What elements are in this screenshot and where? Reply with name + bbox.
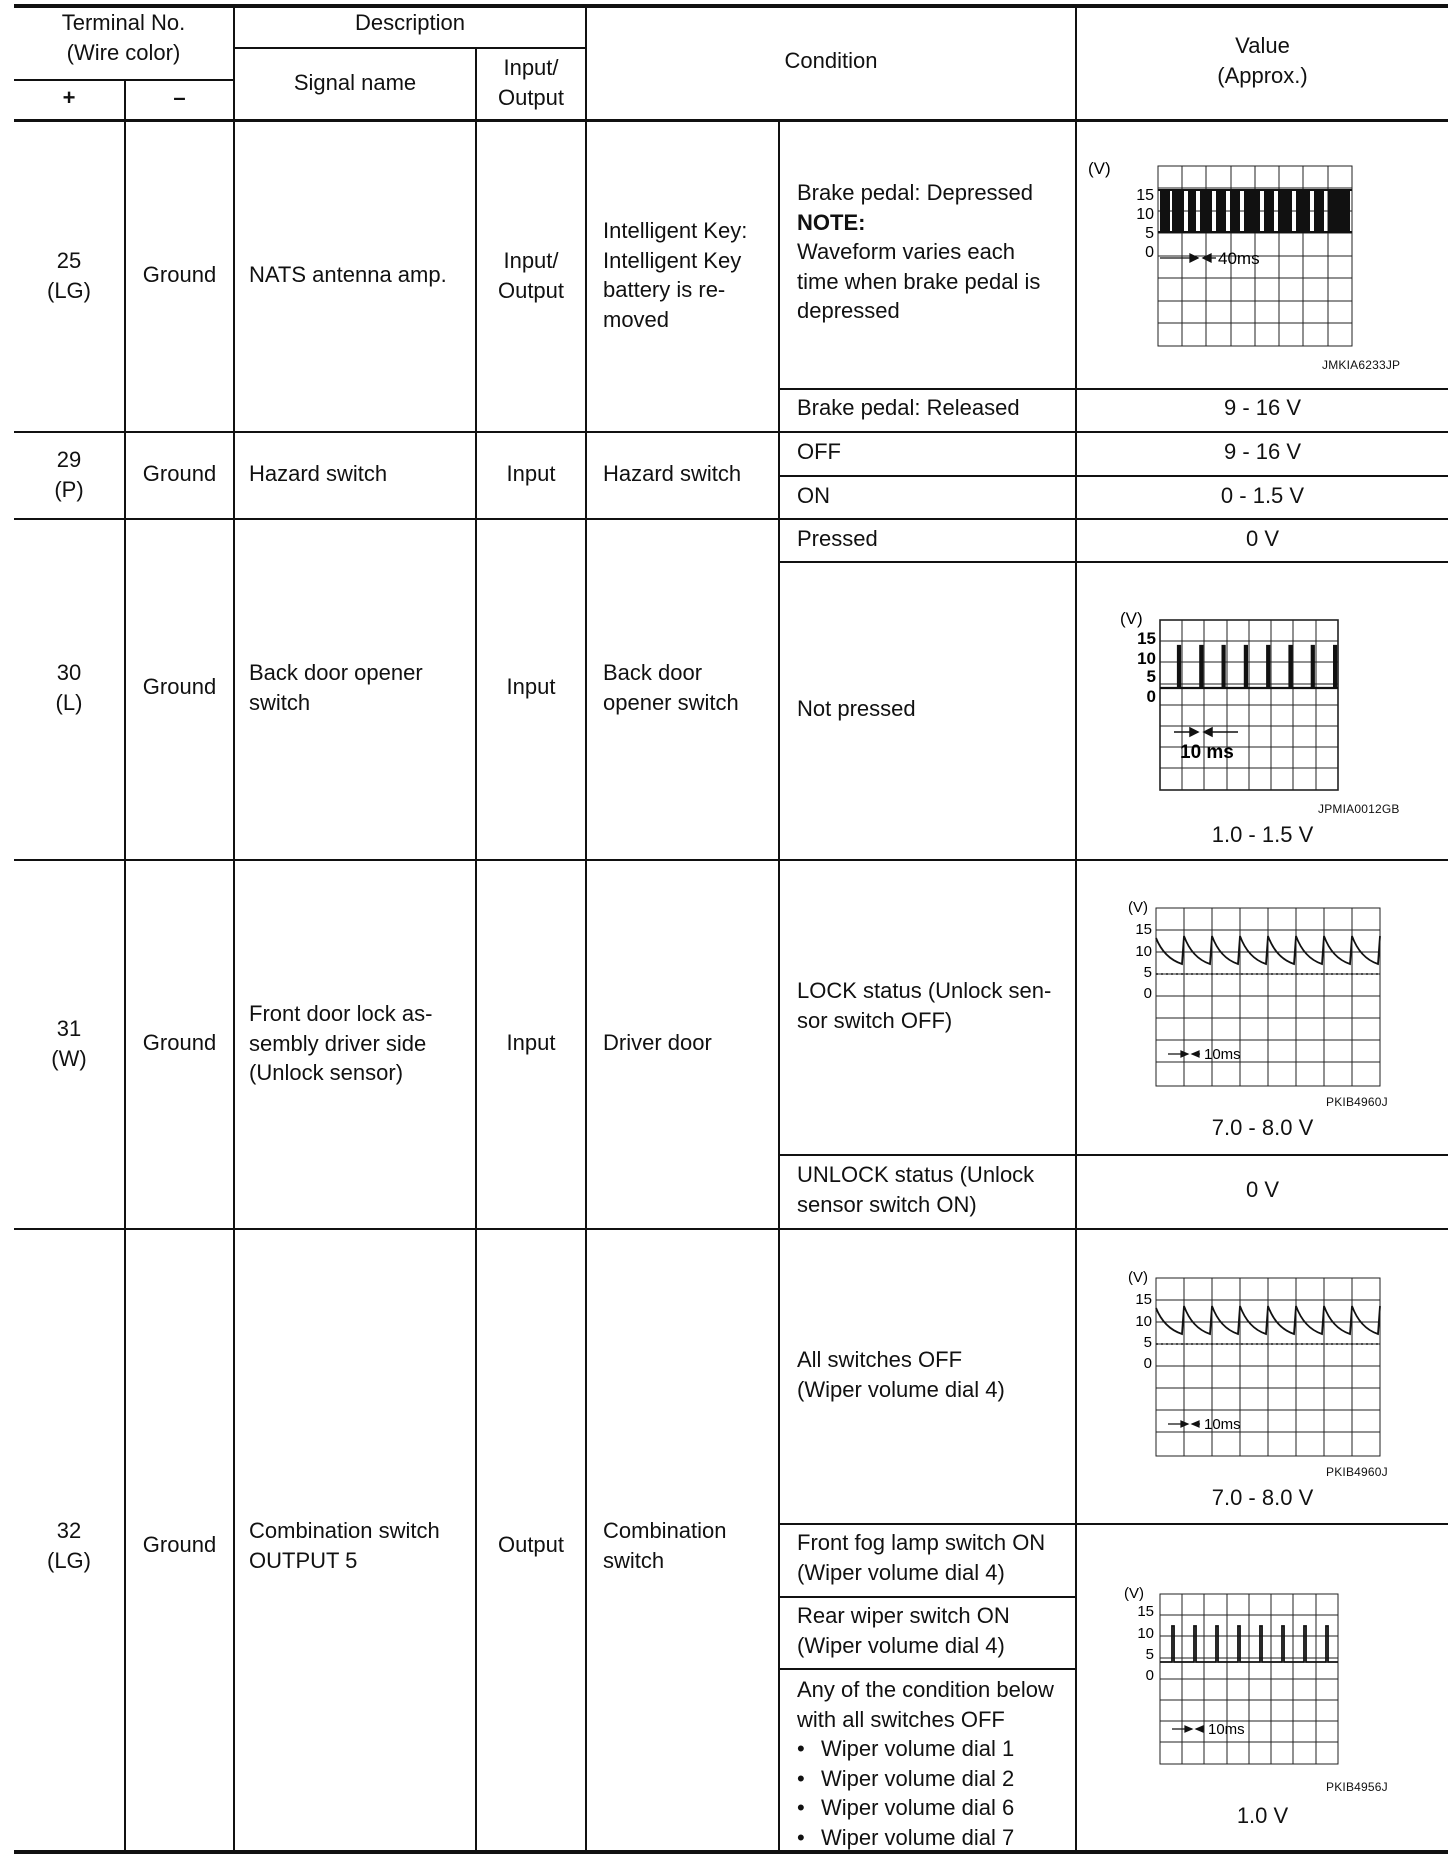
figure-code: PKIB4960J xyxy=(1326,1465,1388,1479)
wire-color: (LG) xyxy=(47,1547,91,1573)
condition-line: Front fog lamp switch ON xyxy=(797,1530,1046,1555)
condition-main xyxy=(603,658,778,717)
signal-line: Combination switch xyxy=(249,1518,440,1543)
tick-label: 0 xyxy=(1143,1355,1152,1372)
header-value-line: Value xyxy=(1235,33,1290,58)
condition-line: depressed xyxy=(797,298,900,323)
time-scale-label: 40ms xyxy=(1218,249,1260,268)
tick-label: 10 xyxy=(1135,943,1152,960)
tick-label: 15 xyxy=(1136,187,1154,204)
sub-condition xyxy=(797,1675,1072,1852)
divider xyxy=(778,120,780,1852)
waveform-graph xyxy=(1124,1268,1384,1460)
value: 0 - 1.5 V xyxy=(1220,483,1305,508)
divider xyxy=(233,47,585,49)
volts-unit: (V) xyxy=(1120,609,1143,628)
tick-label: 10 xyxy=(1137,1625,1154,1642)
header-input-output xyxy=(477,53,585,112)
tick-label: 5 xyxy=(1145,1646,1154,1663)
input-output: Output xyxy=(497,1532,565,1557)
bullet-icon xyxy=(797,1825,821,1850)
tick-label: 5 xyxy=(1143,964,1152,981)
wire-color: (LG) xyxy=(47,277,91,303)
header-io-line: Output xyxy=(497,84,565,110)
tick-label: 5 xyxy=(1146,667,1156,686)
header-signal-name: Signal name xyxy=(293,70,417,95)
value: 0 V xyxy=(1245,1177,1280,1202)
header-wire-color-label: (Wire color) xyxy=(66,39,181,65)
signal-name xyxy=(249,658,474,717)
arrow-head xyxy=(1204,728,1212,736)
signal-name: NATS antenna amp. xyxy=(249,262,447,287)
condition-line: (Wiper volume dial 4) xyxy=(797,1376,1005,1402)
condition-line: with all switches OFF xyxy=(797,1706,1005,1732)
figure-code: PKIB4960J xyxy=(1326,1095,1388,1109)
tick-label: 10 xyxy=(1137,649,1156,668)
terminal-number: 30 xyxy=(56,660,82,685)
signal-burst xyxy=(1278,190,1292,232)
ground-label: Ground xyxy=(142,1532,217,1557)
bullet-icon xyxy=(797,1736,821,1761)
bullet-item xyxy=(797,1764,1072,1794)
tick-label: 15 xyxy=(1135,921,1152,938)
tick-label: 0 xyxy=(1145,244,1154,261)
header-terminal-label: Terminal No. xyxy=(61,10,186,35)
header-io-line: Input/ xyxy=(503,55,559,80)
divider xyxy=(1075,6,1077,1852)
tick-label: 5 xyxy=(1145,225,1154,242)
terminal-number: 32 xyxy=(56,1518,82,1543)
divider xyxy=(778,1596,1076,1598)
wire-color: (P) xyxy=(54,476,84,502)
condition-line: (Wiper volume dial 4) xyxy=(797,1632,1005,1658)
signal-line: Front door lock as- xyxy=(249,1001,433,1026)
bullet-icon xyxy=(797,1766,821,1791)
volts-unit: (V) xyxy=(1124,1586,1144,1602)
tick-label: 15 xyxy=(1137,1603,1154,1620)
tick-label: 15 xyxy=(1135,1291,1152,1308)
arrow-head xyxy=(1196,1726,1203,1732)
divider xyxy=(778,388,1448,390)
terminal-number: 25 xyxy=(56,248,82,273)
signal-name xyxy=(249,999,474,1088)
tick-label: 10 xyxy=(1135,1313,1152,1330)
divider xyxy=(778,1154,1448,1156)
condition-line: Intelligent Key: xyxy=(603,218,748,243)
condition-line: Any of the condition below xyxy=(797,1677,1054,1702)
condition-line: time when brake pedal is xyxy=(797,268,1041,294)
value: 0 V xyxy=(1245,526,1280,551)
volts-unit: (V) xyxy=(1128,1269,1148,1286)
header-value-line: (Approx.) xyxy=(1217,62,1308,88)
condition-line: Intelligent Key xyxy=(603,247,742,273)
condition-line: moved xyxy=(603,306,670,332)
waveform-scope-pulses xyxy=(1124,1586,1384,1776)
condition-main: Driver door xyxy=(603,1030,712,1055)
arrow-head xyxy=(1181,1421,1188,1427)
divider xyxy=(778,1668,1076,1670)
sub-condition: OFF xyxy=(797,439,841,464)
bullet-text: Wiper volume dial 2 xyxy=(821,1765,1015,1791)
waveform-graph xyxy=(1124,898,1384,1090)
arrow-head xyxy=(1181,1051,1188,1057)
waveform-scope-all-off xyxy=(1124,1268,1384,1460)
signal-line: switch xyxy=(249,689,311,715)
sub-condition xyxy=(797,1160,1072,1219)
tick-label: 0 xyxy=(1143,985,1152,1002)
input-output: Input xyxy=(506,1030,556,1055)
value: 1.0 - 1.5 V xyxy=(1211,822,1314,847)
condition-line: Back door xyxy=(603,660,703,685)
time-scale-label: 10ms xyxy=(1204,1416,1241,1433)
wire-color: (W) xyxy=(51,1045,87,1071)
wire-color: (L) xyxy=(55,689,83,715)
condition-line: (Wiper volume dial 4) xyxy=(797,1559,1005,1585)
sub-condition: ON xyxy=(797,483,830,508)
terminal-31 xyxy=(14,1014,124,1073)
divider xyxy=(233,6,235,1852)
sub-condition xyxy=(797,1601,1072,1660)
bullet-text: Wiper volume dial 7 xyxy=(821,1824,1015,1850)
arrow-head xyxy=(1190,254,1198,262)
bullet-text: Wiper volume dial 6 xyxy=(821,1795,1015,1820)
terminal-number: 31 xyxy=(56,1016,82,1041)
ground-label: Ground xyxy=(142,461,217,486)
divider xyxy=(778,475,1448,477)
terminal-25 xyxy=(14,246,124,305)
arrow-head xyxy=(1192,1051,1199,1057)
row-divider xyxy=(14,518,1448,520)
divider xyxy=(778,561,1448,563)
signal-burst xyxy=(1172,190,1184,232)
condition-main xyxy=(603,216,778,334)
waveform-scope-nats xyxy=(1088,160,1388,350)
bullet-item xyxy=(797,1734,1072,1764)
tick-label: 0 xyxy=(1145,1667,1154,1684)
arrow-head xyxy=(1203,254,1211,262)
sub-condition xyxy=(797,178,1072,326)
time-scale-label: 10 ms xyxy=(1180,742,1234,763)
io-line: Input/ xyxy=(503,248,559,273)
divider xyxy=(585,6,587,1852)
volts-unit: (V) xyxy=(1088,160,1111,178)
value: 1.0 V xyxy=(1236,1803,1289,1828)
value: 7.0 - 8.0 V xyxy=(1211,1485,1314,1510)
signal-burst xyxy=(1296,190,1310,232)
header-bottom-rule xyxy=(14,119,1448,122)
signal-burst xyxy=(1188,190,1196,232)
tick-label: 0 xyxy=(1146,687,1156,706)
condition-line: UNLOCK status (Unlock xyxy=(797,1162,1035,1187)
tick-label: 15 xyxy=(1137,629,1156,648)
input-output xyxy=(477,246,585,305)
signal-line: OUTPUT 5 xyxy=(249,1547,358,1573)
waveform-scope-door-lock xyxy=(1124,898,1384,1090)
sub-condition: Not pressed xyxy=(797,696,916,721)
header-minus: – xyxy=(173,85,186,110)
sub-condition: Brake pedal: Released xyxy=(797,395,1020,420)
signal-burst xyxy=(1160,190,1170,232)
condition-line: battery is re- xyxy=(603,277,726,302)
input-output: Input xyxy=(506,674,556,699)
header-value xyxy=(1077,31,1448,90)
value: 9 - 16 V xyxy=(1223,439,1302,464)
arrow-head xyxy=(1185,1726,1192,1732)
condition-line: sor switch OFF) xyxy=(797,1007,953,1033)
signal-burst xyxy=(1216,190,1226,232)
value: 9 - 16 V xyxy=(1223,395,1302,420)
divider xyxy=(124,79,126,1852)
condition-line: opener switch xyxy=(603,689,739,715)
terminal-number: 29 xyxy=(56,447,82,472)
sub-condition xyxy=(797,1528,1072,1587)
signal-burst xyxy=(1314,190,1324,232)
time-scale-label: 10ms xyxy=(1208,1721,1245,1738)
condition-line: LOCK status (Unlock sen- xyxy=(797,978,1052,1003)
table-bottom-rule xyxy=(14,1850,1448,1854)
bullet-item xyxy=(797,1823,1072,1853)
condition-line: Combination xyxy=(603,1518,727,1543)
condition-line: sensor switch ON) xyxy=(797,1191,977,1217)
figure-code: JMKIA6233JP xyxy=(1322,358,1401,372)
divider xyxy=(778,1523,1448,1525)
waveform-graph xyxy=(1120,606,1380,796)
signal-burst xyxy=(1244,190,1260,232)
header-condition: Condition xyxy=(784,48,878,73)
header-description: Description xyxy=(354,10,466,35)
ground-label: Ground xyxy=(142,674,217,699)
row-divider xyxy=(14,1228,1448,1230)
condition-line: Rear wiper switch ON xyxy=(797,1603,1010,1628)
condition-line: All switches OFF xyxy=(797,1347,963,1372)
waveform-graph xyxy=(1124,1586,1384,1776)
terminal-32 xyxy=(14,1516,124,1575)
signal-burst xyxy=(1328,190,1350,232)
row-divider xyxy=(14,859,1448,861)
sub-condition xyxy=(797,1345,1072,1404)
note-label: NOTE: xyxy=(797,209,866,235)
row-divider xyxy=(14,431,1448,433)
waveform-graph xyxy=(1088,160,1388,350)
condition-line: Brake pedal: Depressed xyxy=(797,180,1034,205)
arrow-head xyxy=(1190,728,1198,736)
bullet-item xyxy=(797,1793,1072,1823)
signal-burst xyxy=(1264,190,1274,232)
tick-label: 5 xyxy=(1143,1334,1152,1351)
condition-main: Hazard switch xyxy=(603,461,742,486)
condition-line: Waveform varies each xyxy=(797,239,1016,264)
header-terminal-no xyxy=(14,8,233,67)
ground-label: Ground xyxy=(142,1030,217,1055)
sub-condition xyxy=(797,976,1072,1035)
time-scale-label: 10ms xyxy=(1204,1046,1241,1063)
volts-unit: (V) xyxy=(1128,899,1148,916)
bullet-text: Wiper volume dial 1 xyxy=(821,1736,1015,1761)
signal-line: Back door opener xyxy=(249,660,423,685)
waveform-scope-backdoor xyxy=(1120,606,1380,796)
terminal-29 xyxy=(14,445,124,504)
input-output: Input xyxy=(506,461,556,486)
divider xyxy=(475,47,477,1852)
signal-line: (Unlock sensor) xyxy=(249,1060,404,1085)
io-line: Output xyxy=(497,277,565,303)
value: 7.0 - 8.0 V xyxy=(1211,1115,1314,1140)
header-plus: + xyxy=(62,85,76,110)
sub-condition: Pressed xyxy=(797,526,878,551)
tick-label: 10 xyxy=(1136,206,1154,223)
bullet-icon xyxy=(797,1795,821,1820)
signal-line: sembly driver side xyxy=(249,1030,427,1056)
arrow-head xyxy=(1192,1421,1199,1427)
terminal-30 xyxy=(14,658,124,717)
ground-label: Ground xyxy=(142,262,217,287)
signal-burst xyxy=(1230,190,1240,232)
signal-name: Hazard switch xyxy=(249,461,388,486)
condition-line: switch xyxy=(603,1547,665,1573)
figure-code: JPMIA0012GB xyxy=(1318,802,1400,816)
signal-burst xyxy=(1200,190,1212,232)
condition-main xyxy=(603,1516,778,1575)
figure-code: PKIB4956J xyxy=(1326,1780,1388,1794)
signal-name xyxy=(249,1516,474,1575)
